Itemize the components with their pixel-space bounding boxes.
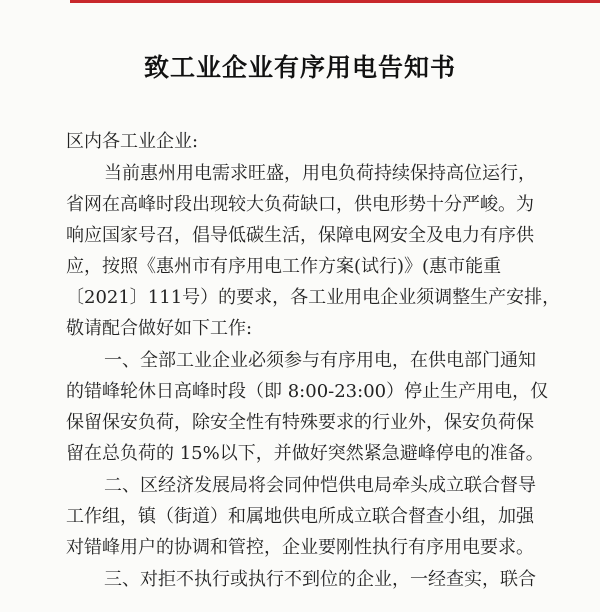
body-line-5: 〔2021〕111号）的要求，各工业用电企业须调整生产安排， — [66, 287, 561, 308]
item-one-line-2: 的错峰轮休日高峰时段（即 8:00-23:00）停止生产用电，仅 — [66, 381, 549, 402]
body-line-3: 响应国家号召，倡导低碳生活，保障电网安全及电力有序供 — [66, 225, 534, 246]
item-two-line-3: 对错峰用户的协调和管控，企业要刚性执行有序用电要求。 — [66, 537, 534, 558]
document-title: 致工业企业有序用电告知书 — [143, 53, 456, 82]
body-line-2: 省网在高峰时段出现较大负荷缺口，供电形势十分严峻。为 — [66, 194, 534, 215]
item-two-line-1: 二、区经济发展局将会同仲恺供电局牵头成立联合督导 — [104, 475, 536, 496]
red-header-rule — [70, 0, 600, 3]
item-one-line-4: 留在总负荷的 15%以下，并做好突然紧急避峰停电的准备。 — [66, 443, 544, 464]
salutation: 区内各工业企业: — [66, 131, 199, 152]
body-line-4: 应，按照《惠州市有序用电工作方案(试行)》(惠市能重 — [66, 256, 502, 277]
item-two-line-2: 工作组，镇（街道）和属地供电所成立联合督查小组，加强 — [66, 506, 534, 527]
body-line-6: 敬请配合做好如下工作: — [66, 318, 253, 339]
item-one-line-3: 保留保安负荷，除安全性有特殊要求的行业外，保安负荷保 — [66, 412, 534, 433]
item-one-line-1: 一、全部工业企业必须参与有序用电，在供电部门通知 — [104, 350, 536, 371]
body-line-1: 当前惠州用电需求旺盛，用电负荷持续保持高位运行， — [104, 163, 536, 184]
item-three-line-1: 三、对拒不执行或执行不到位的企业，一经查实，联合 — [104, 569, 536, 590]
